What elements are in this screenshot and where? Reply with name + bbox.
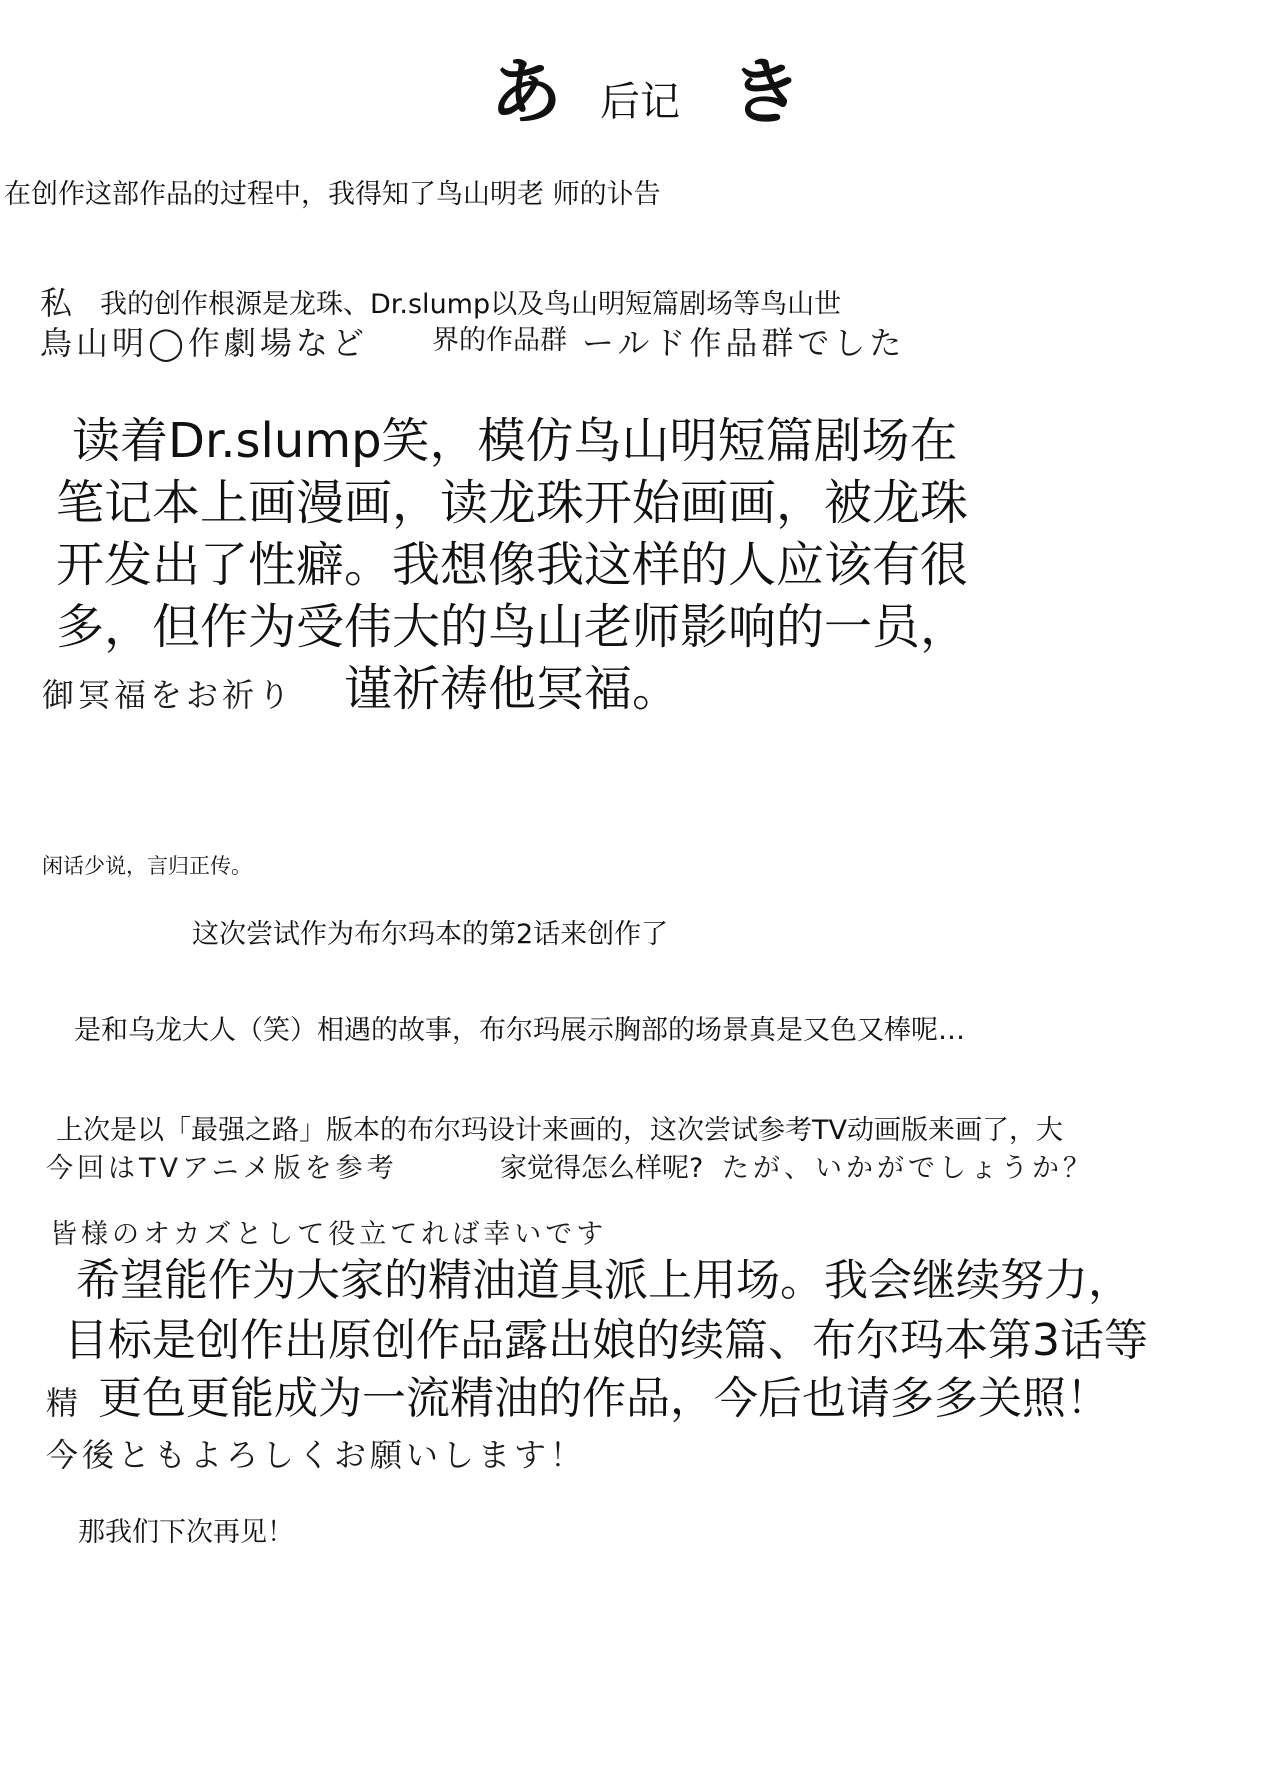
jp-fragment-yoroshiku: 今後ともよろしくお願いします！ <box>46 1436 587 1474</box>
page-title <box>490 49 803 134</box>
paragraph-hope-line1: 希望能作为大家的精油道具派上用场。我会继续努力， <box>76 1255 1132 1306</box>
paragraph-influence-line4: 多，但作为受伟大的鸟山老师影响的一员， <box>56 599 969 655</box>
jp-fragment-okazu: 皆様のオカズとして役立てれば幸いです <box>50 1219 608 1250</box>
paragraph-second-episode: 这次尝试作为布尔玛本的第2话来创作了 <box>192 919 669 950</box>
paragraph-design-line1: 上次是以「最强之路」版本的布尔玛设计来画的，这次尝试参考TV动画版来画了，大 <box>56 1115 1063 1146</box>
jp-fragment-gekijou: 鳥山明◯作劇場など <box>40 324 368 362</box>
paragraph-influence-line3: 开发出了性癖。我想像我这样的人应该有很 <box>56 537 969 593</box>
paragraph-farewell: 那我们下次再见！ <box>78 1517 294 1548</box>
title-brush-left: あ <box>490 49 563 134</box>
title-brush-right: き <box>730 49 803 134</box>
paragraph-influence-line2: 笔记本上画漫画，读龙珠开始画画，被龙珠 <box>56 475 969 531</box>
jp-fragment-sei: 精 <box>46 1384 83 1422</box>
jp-fragment-watashi: 私 <box>40 284 77 322</box>
paragraph-roots-line1: 我的创作根源是龙珠、Dr.slump以及鸟山明短篇剧场等鸟山世 <box>100 289 842 320</box>
paragraph-design-line2: 家觉得怎么样呢? <box>500 1153 704 1184</box>
paragraph-roots-line2: 界的作品群 <box>432 325 567 356</box>
paragraph-obituary: 在创作这部作品的过程中，我得知了鸟山明老 师的讣告 <box>4 179 661 210</box>
jp-fragment-tvanime: 今回はTVアニメ版を参考 <box>46 1153 398 1184</box>
paragraph-influence-line5: 谨祈祷他冥福。 <box>344 661 681 717</box>
paragraph-influence-line1: 读着Dr.slump笑，模仿鸟山明短篇剧场在 <box>72 413 958 469</box>
jp-fragment-world: ールド作品群でした <box>582 324 906 362</box>
jp-fragment-ikaga: たが、いかがでしょうか？ <box>722 1153 1094 1184</box>
jp-fragment-meifuku: 御冥福をお祈り <box>42 676 295 714</box>
paragraph-transition: 闲话少说，言归正传。 <box>42 854 252 878</box>
paragraph-hope-line2: 目标是创作出原创作品露出娘的续篇、布尔玛本第3话等 <box>64 1315 1148 1366</box>
paragraph-hope-line3: 更色更能成为一流精油的作品，今后也请多多关照！ <box>98 1373 1110 1424</box>
paragraph-story: 是和乌龙大人（笑）相遇的故事，布尔玛展示胸部的场景真是又色又棒呢… <box>74 1015 965 1046</box>
title-translation: 后记 <box>600 79 680 125</box>
